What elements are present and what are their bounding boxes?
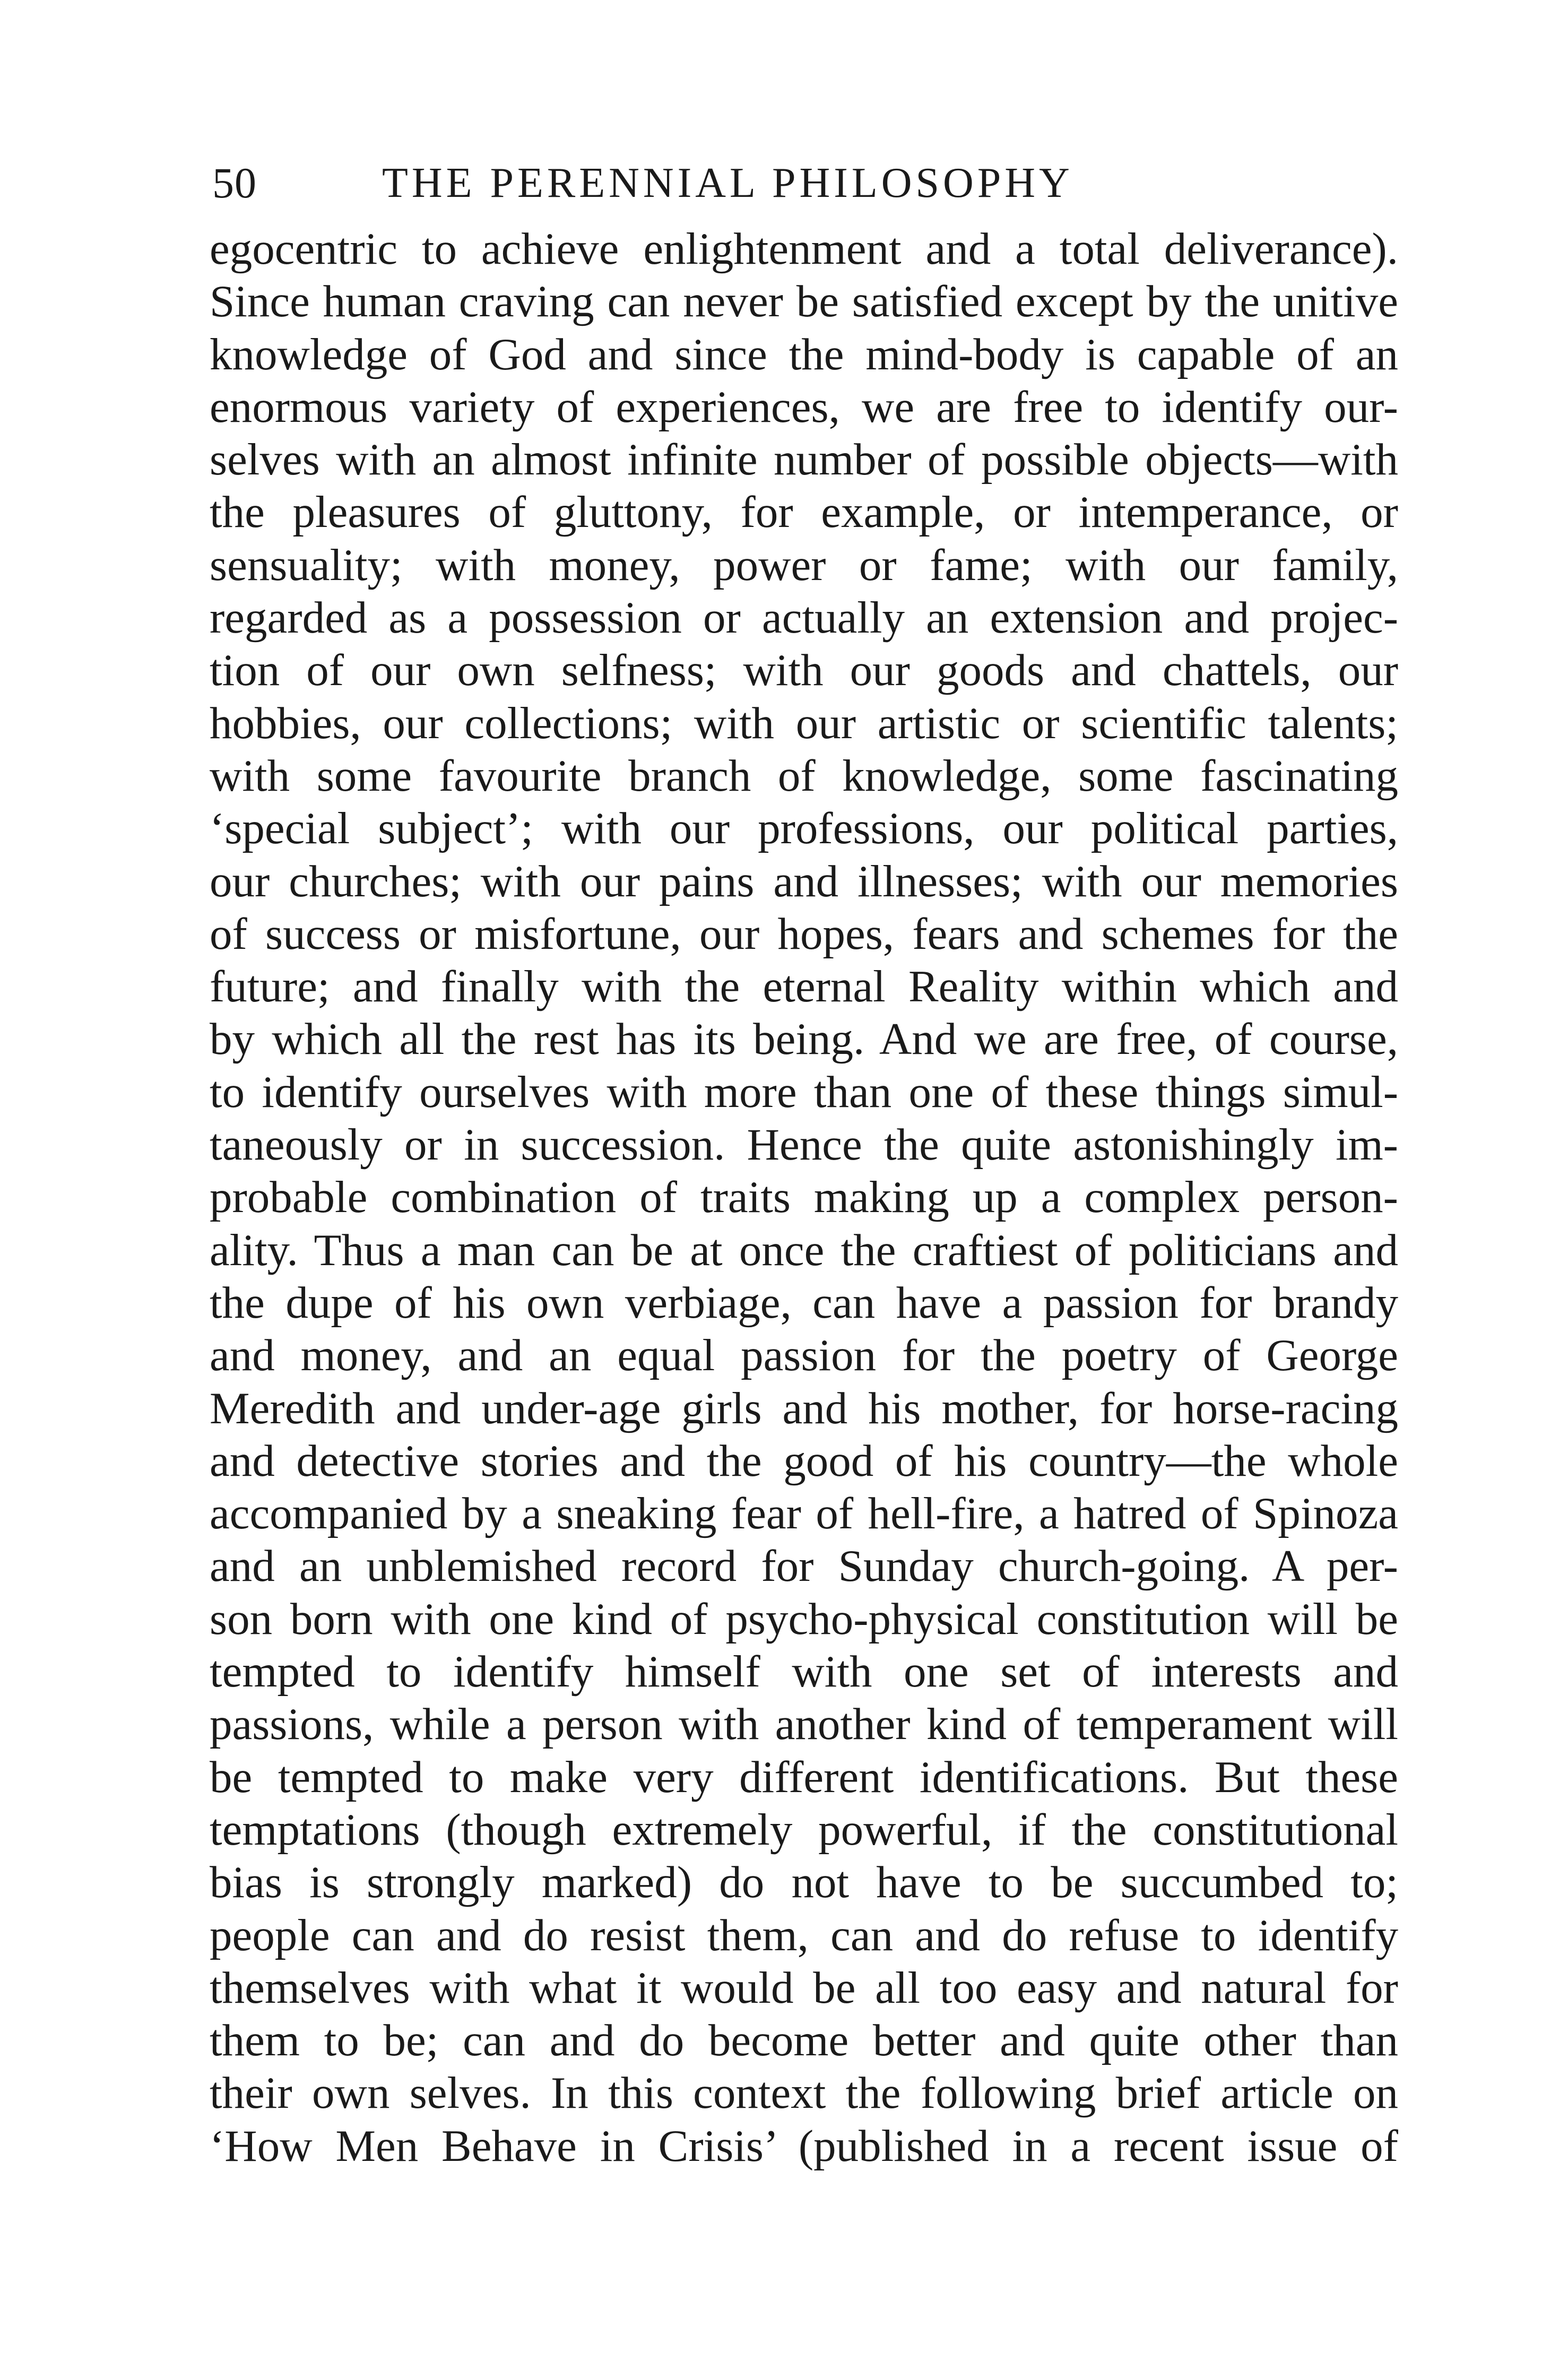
text-line: their own selves. In this context the following brief article on (210, 2068, 1398, 2118)
text-line: and an unblemished record for Sunday church-going. A per- (210, 1541, 1398, 1591)
text-line: regarded as a possession or actually an extension and projec- (210, 593, 1398, 643)
text-line: Since human craving can never be satisfied except by the unitive (210, 276, 1398, 327)
text-line: be tempted to make very different identifications. But these (210, 1752, 1398, 1802)
text-line: bias is strongly marked) do not have to be succumbed to; (210, 1857, 1398, 1908)
text-line: accompanied by a sneaking fear of hell-fire, a hatred of Spinoza (210, 1489, 1398, 1539)
text-line: ‘How Men Behave in Crisis’ (published in a recent issue of (210, 2121, 1398, 2171)
text-line: ‘special subject’; with our professions, our political parties, (210, 803, 1398, 854)
text-line: selves with an almost infinite number of possible objects—with (210, 435, 1398, 485)
text-line: to identify ourselves with more than one of these things simul- (210, 1067, 1398, 1117)
text-line: probable combination of traits making up a complex person- (210, 1172, 1398, 1223)
text-line: by which all the rest has its being. And we are free, of course, (210, 1014, 1398, 1065)
page-number: 50 (212, 159, 257, 207)
text-line: themselves with what it would be all too easy and natural for (210, 1962, 1398, 2013)
text-line: and detective stories and the good of his country—the whole (210, 1435, 1398, 1486)
running-title: THE PERENNIAL PHILOSOPHY (382, 160, 1073, 206)
running-head (0, 154, 1568, 212)
text-line: tion of our own selfness; with our goods and chattels, our (210, 645, 1398, 696)
text-line: of success or misfortune, our hopes, fears and schemes for the (210, 909, 1398, 959)
text-line: egocentric to achieve enlightenment and a total deliverance). (210, 224, 1398, 274)
text-line: ality. Thus a man can be at once the craftiest of politicians and (210, 1225, 1398, 1275)
text-line: temptations (though extremely powerful, if the constitutional (210, 1804, 1398, 1855)
text-line: and money, and an equal passion for the poetry of George (210, 1330, 1398, 1381)
body-paragraph (210, 223, 1398, 2173)
text-line: future; and finally with the eternal Reality within which and (210, 962, 1398, 1012)
text-line: Meredith and under-age girls and his mother, for horse-racing (210, 1383, 1398, 1433)
text-line: them to be; can and do become better and quite other than (210, 2016, 1398, 2066)
text-line: tempted to identify himself with one set of interests and (210, 1647, 1398, 1697)
text-line: enormous variety of experiences, we are free to identify our- (210, 382, 1398, 432)
text-line: taneously or in succession. Hence the quite astonishingly im- (210, 1120, 1398, 1170)
text-line: passions, while a person with another kind of temperament will (210, 1699, 1398, 1750)
text-line: with some favourite branch of knowledge, some fascinating (210, 750, 1398, 801)
text-line: hobbies, our collections; with our artistic or scientific talents; (210, 698, 1398, 748)
text-line: the dupe of his own verbiage, can have a passion for brandy (210, 1277, 1398, 1328)
text-line: the pleasures of gluttony, for example, or intemperance, or (210, 487, 1398, 538)
text-line: our churches; with our pains and illnesses; with our memories (210, 856, 1398, 906)
text-line: knowledge of God and since the mind-body is capable of an (210, 329, 1398, 379)
text-line: son born with one kind of psycho-physical constitution will be (210, 1594, 1398, 1644)
text-line: people can and do resist them, can and do refuse to identify (210, 1910, 1398, 1960)
text-line: sensuality; with money, power or fame; with our family, (210, 540, 1398, 590)
